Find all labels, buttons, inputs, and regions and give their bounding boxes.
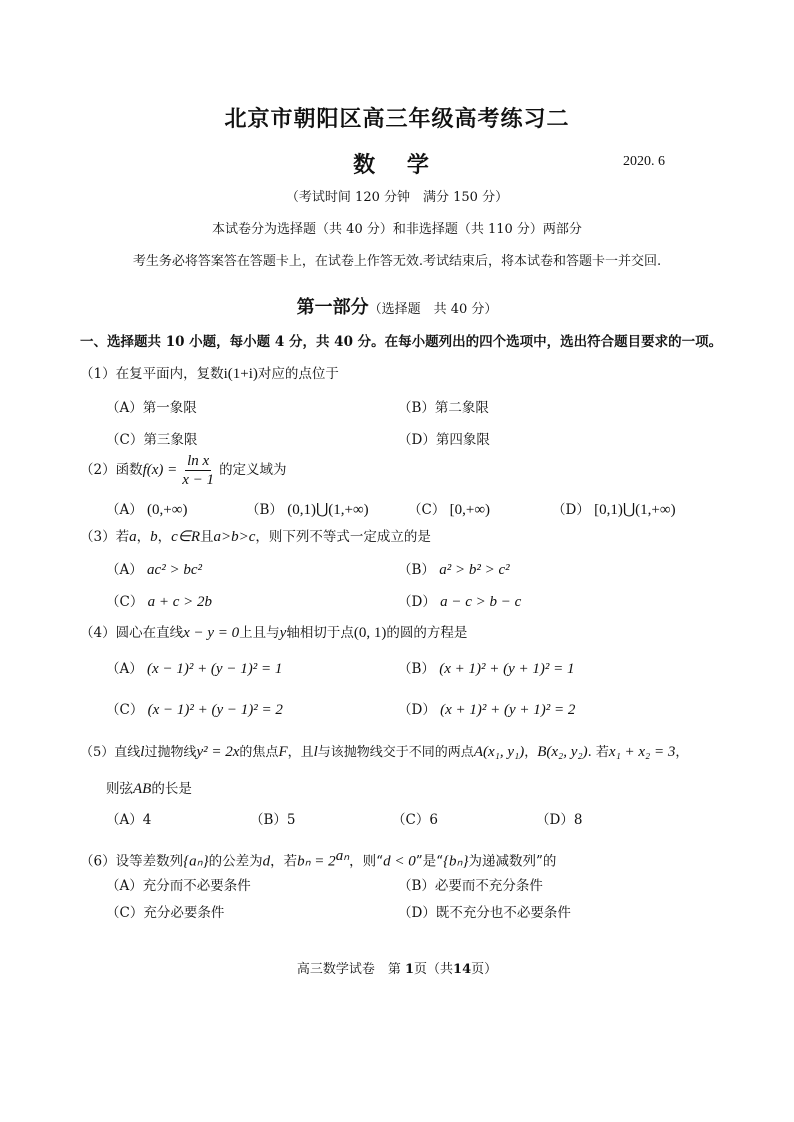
condition: a>b>c [213, 529, 256, 545]
option-b: （B）第二象限 [398, 400, 489, 416]
option-math: [0,+∞) [449, 502, 491, 518]
option-a [106, 558, 202, 579]
stem-text: 则弦 [106, 781, 133, 797]
option-d [552, 498, 676, 519]
stem-text: 上且与 [239, 625, 280, 641]
fraction [180, 452, 216, 489]
stem-text: 过抛物线 [144, 745, 197, 760]
stem-text: 的焦点 [239, 745, 279, 760]
fraction-denominator: x − 1 [182, 472, 215, 488]
option-math: (0,+∞) [147, 502, 188, 518]
option-label: （C） [408, 502, 446, 518]
footer-text: 页（共 [414, 962, 454, 977]
point-a: A(x₁, y₁) [473, 744, 525, 760]
option-c [408, 498, 490, 519]
function-name: f(x) = [142, 462, 178, 478]
question-number: （4） [80, 625, 116, 641]
stem-text: 为递减数列”的 [468, 853, 557, 870]
question-2-stem [80, 452, 287, 489]
axis-variable: y [279, 625, 287, 641]
sequence-b: {bₙ} [443, 853, 469, 870]
option-label: （D） [552, 502, 590, 518]
option-label: （A） [106, 502, 143, 518]
option-a: （A）第一象限 [106, 400, 197, 416]
separator: ， [524, 745, 538, 760]
stem-text: 直线 [114, 745, 141, 760]
option-b: （B）必要而不充分条件 [398, 878, 543, 894]
part-name: 第一部分 [296, 297, 369, 318]
question-5-stem [80, 741, 688, 761]
stem-text: 若 [115, 529, 130, 545]
variable-a: a [129, 529, 137, 545]
focus-variable: F [278, 744, 288, 760]
question-5-stem-line2 [106, 777, 192, 798]
sum-condition: x₁ + x₂ = 3 [608, 744, 676, 760]
option-c: （C）第三象限 [106, 432, 198, 448]
stem-text: . 若 [587, 745, 609, 760]
option-math: (x − 1)² + (y − 1)² = 2 [147, 702, 283, 718]
stem-text: 且 [199, 529, 214, 545]
option-b [246, 498, 369, 519]
parabola-equation: y² = 2x [196, 744, 240, 760]
question-number: （6） [80, 853, 116, 870]
variable-c-in-r: c∈R [171, 529, 200, 545]
option-d: （D）第四象限 [398, 432, 490, 448]
page-number: 1 [404, 962, 415, 977]
question-4-stem [80, 621, 467, 642]
option-math: a + c > 2b [147, 594, 213, 610]
option-a: （A）4 [106, 812, 152, 828]
footer-text: 高三数学试卷 第 [296, 962, 405, 977]
option-c: （C）6 [392, 812, 438, 828]
part-subtitle: （选择题 共 40 分） [368, 302, 498, 317]
stem-text: ”是“ [415, 853, 444, 870]
exam-title: 北京市朝阳区高三年级高考练习二 [224, 106, 570, 132]
paper-note: 本试卷分为选择题（共 40 分）和非选择题（共 110 分）两部分 [212, 222, 582, 237]
stem-text: 与该抛物线交于不同的两点 [317, 745, 474, 760]
option-d [398, 698, 575, 719]
option-math: (0,1)⋃(1,+∞) [287, 502, 369, 518]
stem-text: 设等差数列 [115, 853, 184, 870]
option-label: （D） [398, 594, 436, 610]
option-a: （A）充分而不必要条件 [106, 878, 251, 894]
exponent: aₙ [335, 848, 350, 864]
option-label: （B） [398, 562, 435, 578]
subject-title: 数 学 [353, 152, 441, 178]
sequence-a: {aₙ} [183, 853, 209, 870]
option-math: [0,1)⋃(1,+∞) [594, 502, 676, 518]
option-d: （D）既不充分也不必要条件 [398, 905, 571, 921]
option-a [106, 657, 282, 678]
option-label: （C） [106, 594, 144, 610]
option-b: （B）5 [250, 812, 296, 828]
stem-text: ，则“ [349, 853, 384, 870]
tangent-point: (0, 1) [353, 625, 387, 641]
question-number: （2） [80, 462, 116, 478]
question-number: （1） [80, 366, 116, 382]
line-variable: l [140, 744, 145, 760]
option-math: (x + 1)² + (y + 1)² = 2 [440, 702, 576, 718]
stem-text: 轴相切于点 [286, 625, 354, 641]
option-d [398, 590, 521, 611]
exam-info: （考试时间 120 分钟 满分 150 分） [285, 190, 509, 205]
option-b [398, 558, 510, 579]
option-b [398, 657, 575, 678]
line-equation: x − y = 0 [183, 625, 240, 641]
option-label: （A） [106, 562, 143, 578]
separator: ， [136, 529, 151, 545]
stem-text: 的长是 [151, 781, 192, 797]
stem-text: ， [675, 745, 689, 760]
instruction: 考生务必将答案答在答题卡上，在试卷上作答无效.考试结束后，将本试卷和答题卡一并交回. [132, 254, 662, 269]
option-c: （C）充分必要条件 [106, 905, 225, 921]
page-footer [0, 958, 794, 977]
condition: d < 0 [383, 853, 416, 870]
option-label: （D） [398, 702, 436, 718]
question-1-stem [80, 362, 339, 383]
option-label: （B） [398, 661, 435, 677]
point-b: B(x₂, y₂) [537, 744, 588, 760]
stem-text: 函数 [115, 462, 143, 478]
stem-text: ，若 [270, 853, 298, 870]
stem-text: 在复平面内，复数 [115, 366, 224, 382]
stem-text: 的公差为 [208, 853, 263, 870]
option-math: (x + 1)² + (y + 1)² = 1 [439, 661, 575, 677]
separator: ， [157, 529, 172, 545]
exam-date: 2020. 6 [623, 154, 665, 169]
question-number: （3） [80, 529, 116, 545]
question-3-stem [80, 525, 431, 546]
option-math: a − c > b − c [440, 594, 522, 610]
stem-text: 对应的点位于 [257, 366, 339, 382]
option-c [106, 698, 283, 719]
chord: AB [133, 781, 152, 797]
option-label: （B） [246, 502, 283, 518]
sequence-b-definition: bₙ = 2 [297, 853, 336, 870]
page-total: 14 [453, 962, 472, 977]
option-math: ac² > bc² [147, 562, 202, 578]
option-a [106, 498, 187, 519]
line-variable: l [313, 744, 318, 760]
option-math: (x − 1)² + (y − 1)² = 1 [147, 661, 283, 677]
stem-text: ，则下列不等式一定成立的是 [255, 529, 431, 545]
variable-b: b [150, 529, 158, 545]
footer-text: 页） [471, 962, 498, 977]
section-heading: 一、选择题共 10 小题，每小题 4 分，共 40 分。在每小题列出的四个选项中，选出符合题目要求的一项。 [80, 334, 723, 350]
option-d: （D）8 [536, 812, 583, 828]
stem-text: 圆心在直线 [115, 625, 184, 641]
option-c [106, 590, 212, 611]
math-expression: i(1+i) [223, 366, 258, 382]
stem-text: 的圆的方程是 [386, 625, 468, 641]
option-math: a² > b² > c² [439, 562, 510, 578]
question-6-stem [80, 846, 556, 871]
fraction-numerator: ln x [187, 453, 210, 469]
option-label: （A） [106, 661, 143, 677]
question-number: （5） [80, 745, 115, 760]
part-title [0, 293, 794, 319]
option-label: （C） [106, 702, 144, 718]
common-difference: d [262, 853, 271, 870]
stem-text: ，且 [287, 745, 314, 760]
stem-text: 的定义域为 [219, 462, 287, 478]
